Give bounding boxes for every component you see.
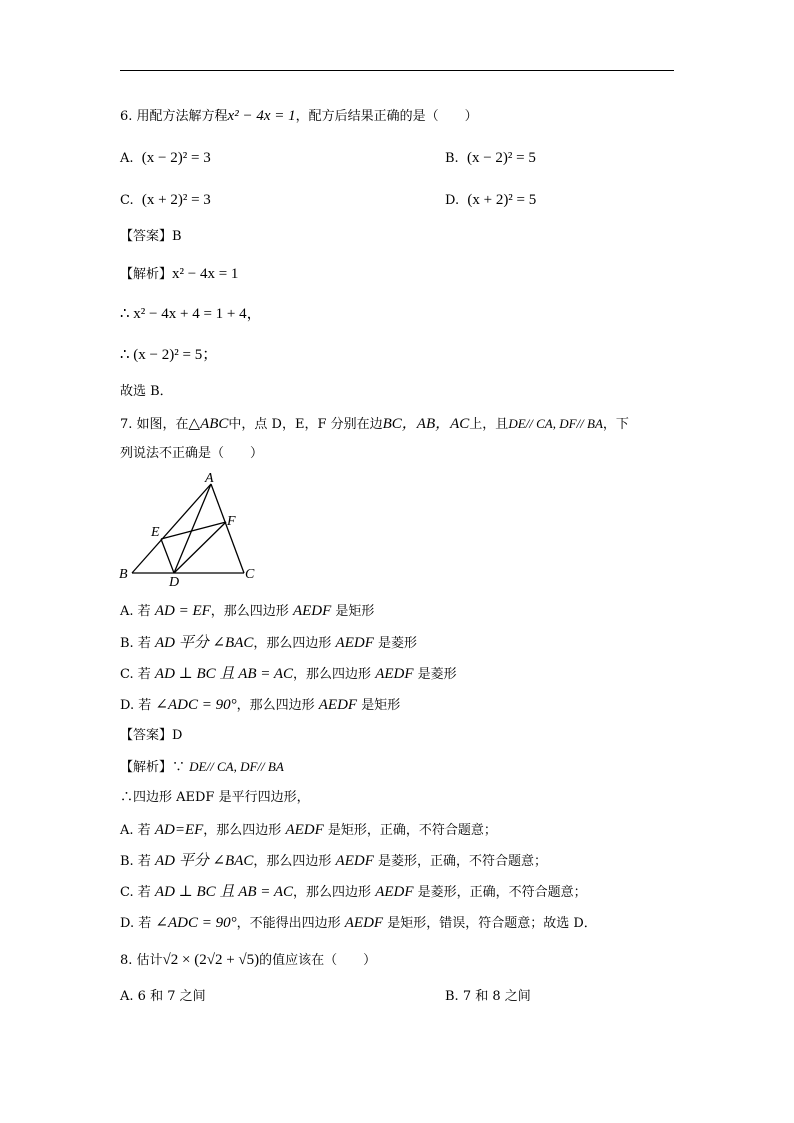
label-b: B xyxy=(119,567,128,582)
q7-option-c: C. 若 AD ⊥ BC 且 AB = AC，那么四边形 AEDF 是菱形 xyxy=(120,666,457,682)
label-e: E xyxy=(151,525,160,540)
q8-option-a: A. 6 和 7 之间 xyxy=(120,989,206,1004)
header-rule xyxy=(120,70,674,71)
q6-option-b: B. (x − 2)² = 5 xyxy=(445,150,536,166)
q8-stem: 8. 估计√2 × (2√2 + √5)的值应该在（ ） xyxy=(120,952,377,968)
q6-option-a: A. (x − 2)² = 3 xyxy=(120,150,211,166)
q6-stem: 6. 用配方法解方程x² − 4x = 1，配方后结果正确的是（ ） xyxy=(120,108,478,124)
label-a: A xyxy=(205,471,214,486)
q7-answer: 【答案】D xyxy=(120,728,183,743)
q7-analysis-line2: ∴四边形 AEDF 是平行四边形， xyxy=(120,790,310,805)
q8-option-b: B. 7 和 8 之间 xyxy=(445,989,531,1004)
label-f: F xyxy=(227,514,236,529)
q6-analysis: 【解析】x² − 4x = 1 xyxy=(120,266,239,282)
q6-option-c: C. (x + 2)² = 3 xyxy=(120,192,211,208)
q8-expression: √2 × (2√2 + √5) xyxy=(162,952,260,968)
q7-option-a: A. 若 AD = EF，那么四边形 AEDF 是矩形 xyxy=(120,603,375,619)
label-d: D xyxy=(169,575,180,590)
q6-option-d: D. (x + 2)² = 5 xyxy=(445,192,537,208)
q7-analysis-a: A. 若 AD=EF，那么四边形 AEDF 是矩形，正确，不符合题意； xyxy=(120,822,497,838)
q7-option-d: D. 若 ∠ADC = 90°，那么四边形 AEDF 是矩形 xyxy=(120,697,401,713)
q7-analysis-c: C. 若 AD ⊥ BC 且 AB = AC，那么四边形 AEDF 是菱形，正确，不符合题意； xyxy=(120,884,587,900)
label-c: C xyxy=(245,567,255,582)
q6-step-3: ∴ (x − 2)² = 5； xyxy=(120,347,218,363)
q7-analysis-b: B. 若 AD 平分 ∠BAC，那么四边形 AEDF 是菱形，正确，不符合题意； xyxy=(120,853,548,869)
q7-stem-line2: 列说法不正确是（ ） xyxy=(120,446,264,461)
q6-conclusion: 故选 B． xyxy=(120,384,173,399)
q6-answer: 【答案】B xyxy=(120,229,182,244)
q7-triangle-figure xyxy=(116,470,266,590)
q7-stem-line1: 7. 如图，在△ABC中，点 D，E，F 分别在边BC，AB，AC上，且DE// CA, DF// BA，下 xyxy=(120,416,629,432)
q6-equation: x² − 4x = 1 xyxy=(227,108,296,124)
q7-analysis-d: D. 若 ∠ADC = 90°，不能得出四边形 AEDF 是矩形，错误，符合题意；故选 D． xyxy=(120,915,597,931)
q7-option-b: B. 若 AD 平分 ∠BAC，那么四边形 AEDF 是菱形 xyxy=(120,635,418,651)
q7-analysis: 【解析】∵ DE// CA, DF// BA xyxy=(120,759,284,775)
q6-step-2: ∴ x² − 4x + 4 = 1 + 4， xyxy=(120,306,262,322)
